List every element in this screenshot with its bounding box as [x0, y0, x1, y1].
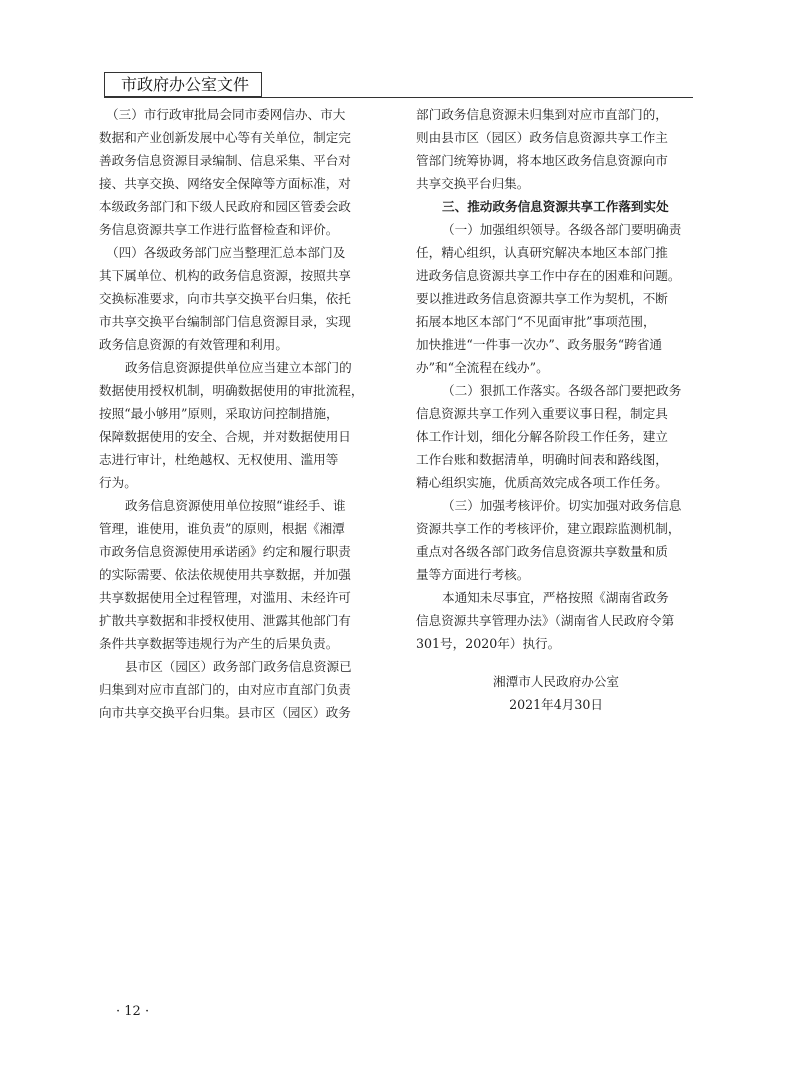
text-line: 本级政务部门和下级人民政府和园区管委会政	[99, 199, 351, 214]
text-line: 管理，谁使用，谁负责”的原则，根据《湘潭	[99, 521, 345, 536]
left-column	[99, 103, 383, 724]
text-line: 市共享交换平台编制部门信息资源目录，实现	[99, 314, 351, 329]
text-line: 要以推进政务信息资源共享工作为契机，不断	[416, 291, 668, 306]
signature-date: 2021年4月30日	[509, 697, 603, 712]
header-title: 市政府办公室文件	[121, 75, 250, 94]
text-line: 资源共享工作的考核评价，建立跟踪监测机制，	[416, 521, 681, 536]
text-line: 信息资源共享管理办法》（湖南省人民政府令第	[416, 613, 675, 628]
text-line: 其下属单位、机构的政务信息资源，按照共享	[99, 268, 351, 283]
text-line: 条件共享数据等违规行为产生的后果负责。	[99, 636, 339, 651]
text-line: 行为。	[99, 475, 137, 490]
text-line: 301号，2020年）执行。	[416, 636, 561, 651]
section-heading: 三、推动政务信息资源共享工作落到实处	[442, 199, 669, 214]
text-line: 务信息资源共享工作进行监督检查和评价。	[99, 222, 339, 237]
text-line: 向市共享交换平台归集。县市区（园区）政务	[99, 705, 351, 720]
text-line: 归集到对应市直部门的，由对应市直部门负责	[99, 682, 351, 697]
text-line: 信息资源共享工作列入重要议事日程，制定具	[416, 406, 668, 421]
text-line: 政务信息资源的有效管理和利用。	[99, 337, 288, 352]
header-divider	[104, 97, 693, 98]
text-line: 管部门统筹协调，将本地区政务信息资源向市	[416, 153, 668, 168]
text-line: 善政务信息资源目录编制、信息采集、平台对	[99, 153, 351, 168]
text-line: 志进行审计，杜绝越权、无权使用、滥用等	[99, 452, 339, 467]
text-line: 政务信息资源使用单位按照“谁经手、谁	[125, 498, 346, 513]
text-line: 进政务信息资源共享工作中存在的困难和问题。	[416, 268, 681, 283]
text-line: 部门政务信息资源未归集到对应市直部门的，	[416, 107, 668, 122]
text-line: 按照“最小够用”原则，采取访问控制措施，	[99, 406, 339, 421]
text-line: 政务信息资源提供单位应当建立本部门的	[125, 360, 352, 375]
text-line: （三）加强考核评价。切实加强对政务信息	[442, 498, 682, 513]
text-line: 市政务信息资源使用承诺函》约定和履行职责	[99, 544, 351, 559]
text-line: 数据和产业创新发展中心等有关单位，制定完	[99, 130, 351, 145]
text-line: 精心组织实施，优质高效完成各项工作任务。	[416, 475, 668, 490]
text-line: 共享交换平台归集。	[416, 176, 530, 191]
text-line: 数据使用授权机制，明确数据使用的审批流程，	[99, 383, 364, 398]
text-line: 办”和“全流程在线办”。	[416, 360, 549, 375]
text-line: （二）狠抓工作落实。各级各部门要把政务	[442, 383, 682, 398]
spacer	[416, 655, 696, 670]
right-column	[416, 103, 696, 716]
text-line: 工作台账和数据清单，明确时间表和路线图，	[416, 452, 668, 467]
page-number: · 12 ·	[116, 1004, 150, 1019]
text-line: （一）加强组织领导。各级各部门要明确责	[442, 222, 682, 237]
text-line: 的实际需要、依法依规使用共享数据，并加强	[99, 567, 351, 582]
text-line: 量等方面进行考核。	[416, 567, 530, 582]
text-line: 保障数据使用的安全、合规，并对数据使用日	[99, 429, 351, 444]
text-line: 体工作计划，细化分解各阶段工作任务，建立	[416, 429, 668, 444]
text-line: 扩散共享数据和非授权使用、泄露其他部门有	[99, 613, 351, 628]
text-line: 任，精心组织，认真研究解决本地区本部门推	[416, 245, 668, 260]
text-line: 接、共享交换、网络安全保障等方面标准，对	[99, 176, 351, 191]
text-line: （四）各级政务部门应当整理汇总本部门及	[106, 245, 346, 260]
text-line: 则由县市区（园区）政务信息资源共享工作主	[416, 130, 668, 145]
text-line: 交换标准要求，向市共享交换平台归集，依托	[99, 291, 351, 306]
text-line: 加快推进“一件事一次办”、政务服务“跨省通	[416, 337, 663, 352]
text-line: 本通知未尽事宜，严格按照《湖南省政务	[442, 590, 669, 605]
text-line: 共享数据使用全过程管理，对滥用、未经许可	[99, 590, 351, 605]
text-line: 县市区（园区）政务部门政务信息资源已	[125, 659, 352, 674]
signature-issuer: 湘潭市人民政府办公室	[493, 674, 619, 689]
text-line: 拓展本地区本部门“不见面审批”事项范围，	[416, 314, 656, 329]
text-line: （三）市行政审批局会同市委网信办、市大	[106, 107, 346, 122]
text-line: 重点对各级各部门政务信息资源共享数量和质	[416, 544, 668, 559]
